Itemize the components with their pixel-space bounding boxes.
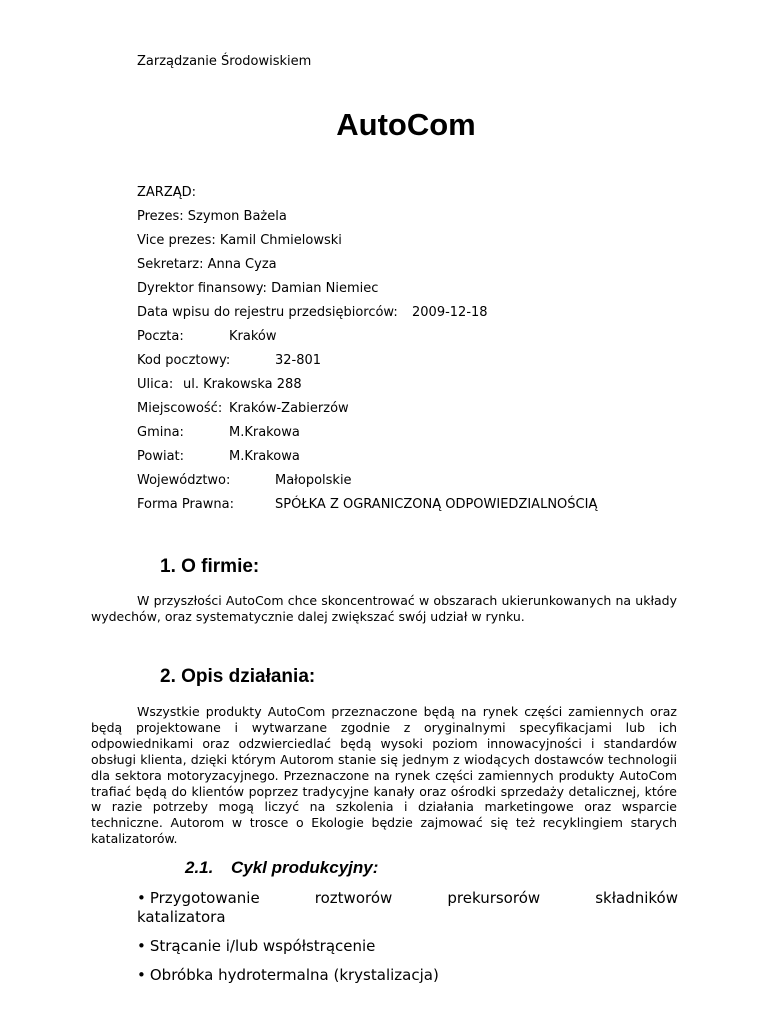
sekretarz-text: Sekretarz: Anna Cyza <box>137 257 277 272</box>
poczta-label: Poczta: <box>137 329 184 344</box>
list-item-word: roztworów <box>314 889 393 907</box>
list-item-word: prekursorów <box>447 889 541 907</box>
info-row-ulica <box>137 376 697 400</box>
gmina-value: M.Krakowa <box>229 425 300 440</box>
section-text-opis-dzialania: Wszystkie produkty AutoCom przeznaczone będą na rynek części zamiennych oraz będą projektowane i wytwarzane zgodnie z oryginalnymi specyfikacjami lub ich odpowiednikami oraz odzwierciedlać będą wysoki poziom innowacyjności i standardów obsługi klienta, dzięki którym Autorom stanie się jednym z wiodących dostawców technologii dla sektora motoryzacyjnego. Przeznaczone na rynek części zamiennych produkty AutoCom trafiać będą do klientów poprzez tradycyjne kanały oraz ośrodki sprzedaży detalicznej, które w razie potrzeby mogą liczyć na szkolenia i działania marketingowe oraz wsparcie techniczne. Autorom w trosce o Ekologie będzie zajmować się też recyklingiem starych katalizatorów. <box>91 704 677 847</box>
info-row-gmina <box>137 424 697 448</box>
section-text-o-firmie: W przyszłości AutoCom chce skoncentrować w obszarach ukierunkowanych na układy wydechów, oraz systematycznie dalej zwiększać swój udział w rynku. <box>91 593 677 624</box>
ulica-value: ul. Krakowska 288 <box>183 377 302 392</box>
list-item-word: składników <box>595 889 678 907</box>
miejscowosc-label: Miejscowość: <box>137 401 223 416</box>
dyrektor-text: Dyrektor finansowy: Damian Niemiec <box>137 281 379 296</box>
list-item <box>137 889 678 927</box>
poczta-value: Kraków <box>229 329 277 344</box>
info-row-forma-prawna <box>137 496 697 520</box>
subsection-number: 2.1. <box>185 858 214 877</box>
info-row-prezes <box>137 208 697 232</box>
wojewodztwo-label: Województwo: <box>137 473 231 488</box>
miejscowosc-value: Kraków-Zabierzów <box>229 401 349 416</box>
prezes-text: Prezes: Szymon Bażela <box>137 209 287 224</box>
bullet-icon: • <box>137 889 146 907</box>
vice-prezes-text: Vice prezes: Kamil Chmielowski <box>137 233 342 248</box>
bullet-icon: • <box>137 937 146 955</box>
info-row-sekretarz <box>137 256 697 280</box>
zarzad-label: ZARZĄD: <box>137 185 197 200</box>
ulica-label: Ulica: <box>137 377 174 392</box>
production-cycle-list <box>137 889 678 995</box>
info-row-dyrektor <box>137 280 697 304</box>
data-wpisu-value: 2009-12-18 <box>412 305 488 320</box>
document-title: AutoCom <box>336 107 476 142</box>
forma-prawna-value: SPÓŁKA Z OGRANICZONĄ ODPOWIEDZIALNOŚCIĄ <box>275 497 598 512</box>
list-item-word: Przygotowanie <box>149 889 260 907</box>
powiat-label: Powiat: <box>137 449 185 464</box>
wojewodztwo-value: Małopolskie <box>275 473 352 488</box>
info-row-poczta <box>137 328 697 352</box>
list-item <box>137 966 678 985</box>
list-item-text: Strącanie i/lub współstrącenie <box>149 937 376 955</box>
info-row-zarzad <box>137 184 697 208</box>
list-item-line: katalizatora <box>137 908 226 926</box>
forma-prawna-label: Forma Prawna: <box>137 497 234 512</box>
page-header: Zarządzanie Środowiskiem <box>137 54 312 69</box>
section-heading-o-firmie: 1. O firmie: <box>160 556 260 577</box>
data-wpisu-label: Data wpisu do rejestru przedsiębiorców: <box>137 305 398 320</box>
info-row-miejscowosc <box>137 400 697 424</box>
info-row-kod <box>137 352 697 376</box>
kod-pocztowy-value: 32-801 <box>275 353 322 368</box>
info-row-powiat <box>137 448 697 472</box>
info-row-data-wpisu <box>137 304 697 328</box>
gmina-label: Gmina: <box>137 425 184 440</box>
list-item-line <box>137 889 678 908</box>
list-item-text: Obróbka hydrotermalna (krystalizacja) <box>149 966 439 984</box>
subsection-heading-cykl <box>185 857 378 879</box>
company-info <box>137 184 697 520</box>
subsection-title: Cykl produkcyjny: <box>231 858 379 877</box>
info-row-vice <box>137 232 697 256</box>
list-item <box>137 937 678 956</box>
kod-pocztowy-label: Kod pocztowy: <box>137 353 231 368</box>
info-row-wojewodztwo <box>137 472 697 496</box>
powiat-value: M.Krakowa <box>229 449 300 464</box>
section-heading-opis-dzialania: 2. Opis działania: <box>160 666 316 687</box>
bullet-icon: • <box>137 966 146 984</box>
